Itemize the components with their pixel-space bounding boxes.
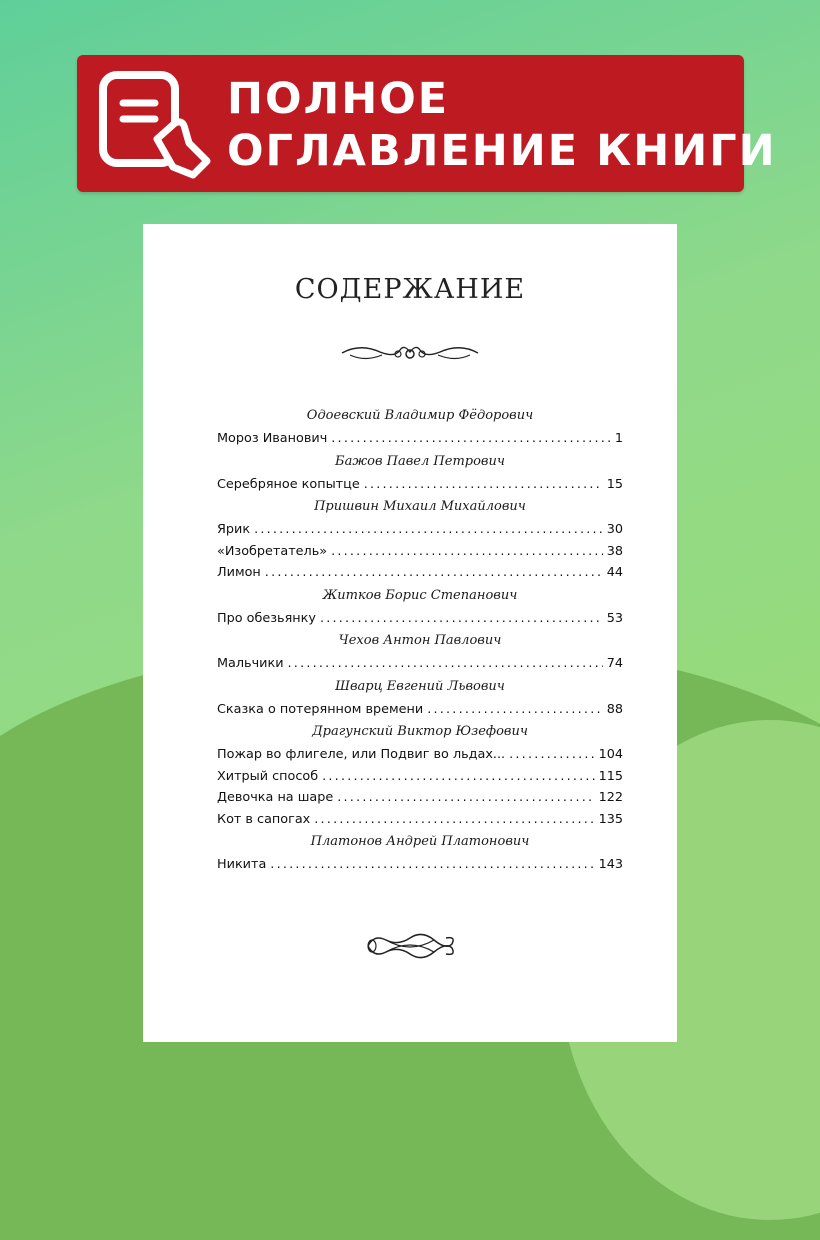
toc-author: Платонов Андрей Платонович — [310, 834, 530, 849]
toc-entry-title: Ярик — [217, 522, 251, 537]
toc-entry — [217, 428, 623, 450]
toc-entry — [217, 562, 623, 584]
toc-entry-page: 53 — [606, 610, 623, 626]
toc-leader-dots — [314, 809, 594, 831]
toc-entry — [217, 766, 623, 788]
toc-entry-title: Лимон — [217, 565, 261, 580]
toc-entry-page: 143 — [598, 857, 623, 872]
promo-banner — [77, 55, 777, 192]
toc-leader-dots — [427, 699, 602, 721]
table-of-contents — [217, 404, 623, 876]
toc-entry — [217, 699, 623, 721]
toc-leader-dots — [331, 428, 611, 450]
toc-leader-dots — [320, 608, 603, 630]
toc-entry-page: 44 — [606, 565, 623, 580]
toc-entry-page: 1 — [614, 431, 623, 446]
toc-entry-title: Мороз Иванович — [217, 431, 328, 446]
toc-entry-title: Хитрый способ — [217, 768, 319, 784]
toc-entry — [217, 519, 623, 541]
toc-leader-dots — [265, 562, 603, 584]
book-page — [143, 224, 677, 1042]
toc-entry-title: Про обезьянку — [217, 610, 316, 626]
toc-entry — [217, 474, 623, 496]
toc-entry-page: 88 — [606, 701, 623, 717]
toc-entry-title: Серебряное копытце — [217, 476, 360, 492]
toc-entry-title: Пожар во флигеле, или Подвиг во льдах... — [217, 747, 506, 762]
toc-entry-page: 115 — [598, 768, 623, 784]
toc-leader-dots — [364, 474, 603, 496]
toc-entry-title: Сказка о потерянном времени — [217, 701, 424, 717]
page-title: СОДЕРЖАНИЕ — [294, 274, 526, 305]
ornament-bottom-icon — [364, 928, 456, 964]
document-hand-icon — [95, 69, 215, 179]
toc-leader-dots — [331, 541, 603, 563]
toc-entry — [217, 608, 623, 630]
toc-leader-dots — [322, 766, 594, 788]
toc-entry-page: 38 — [606, 543, 623, 559]
toc-author: Одоевский Владимир Фёдорович — [306, 408, 534, 423]
toc-entry — [217, 809, 623, 831]
toc-author: Драгунский Виктор Юзефович — [312, 724, 528, 739]
toc-entry — [217, 854, 623, 876]
toc-author: Шварц Евгений Львович — [335, 678, 505, 694]
toc-leader-dots — [270, 854, 594, 876]
toc-leader-dots — [254, 519, 603, 541]
ornament-top-icon — [340, 340, 480, 366]
toc-entry — [217, 653, 623, 675]
banner-title — [227, 73, 777, 177]
toc-author: Бажов Павел Петрович — [335, 453, 505, 469]
toc-entry — [217, 541, 623, 563]
toc-author: Житков Борис Степанович — [322, 587, 518, 603]
toc-entry-title: Кот в сапогах — [217, 811, 311, 827]
toc-entry-page: 135 — [598, 811, 623, 827]
toc-entry-page: 15 — [606, 476, 623, 492]
toc-entry — [217, 744, 623, 766]
toc-entry-page: 122 — [598, 790, 623, 805]
toc-entry-page: 30 — [606, 522, 623, 537]
toc-leader-dots — [337, 787, 594, 809]
toc-author: Пришвин Михаил Михайлович — [314, 499, 526, 514]
toc-entry — [217, 787, 623, 809]
toc-entry-title: Девочка на шаре — [217, 790, 334, 805]
toc-leader-dots — [288, 653, 603, 675]
toc-entry-title: Никита — [217, 857, 267, 872]
toc-entry-title: «Изобретатель» — [217, 543, 328, 559]
toc-entry-page: 104 — [598, 747, 623, 762]
banner-line-1: ПОЛНОЕ — [227, 74, 450, 124]
toc-leader-dots — [509, 744, 594, 766]
toc-entry-page: 74 — [606, 656, 623, 671]
banner-line-2: ОГЛАВЛЕНИЕ КНИГИ — [227, 126, 777, 176]
toc-author: Чехов Антон Павлович — [338, 633, 502, 648]
toc-entry-title: Мальчики — [217, 656, 284, 671]
